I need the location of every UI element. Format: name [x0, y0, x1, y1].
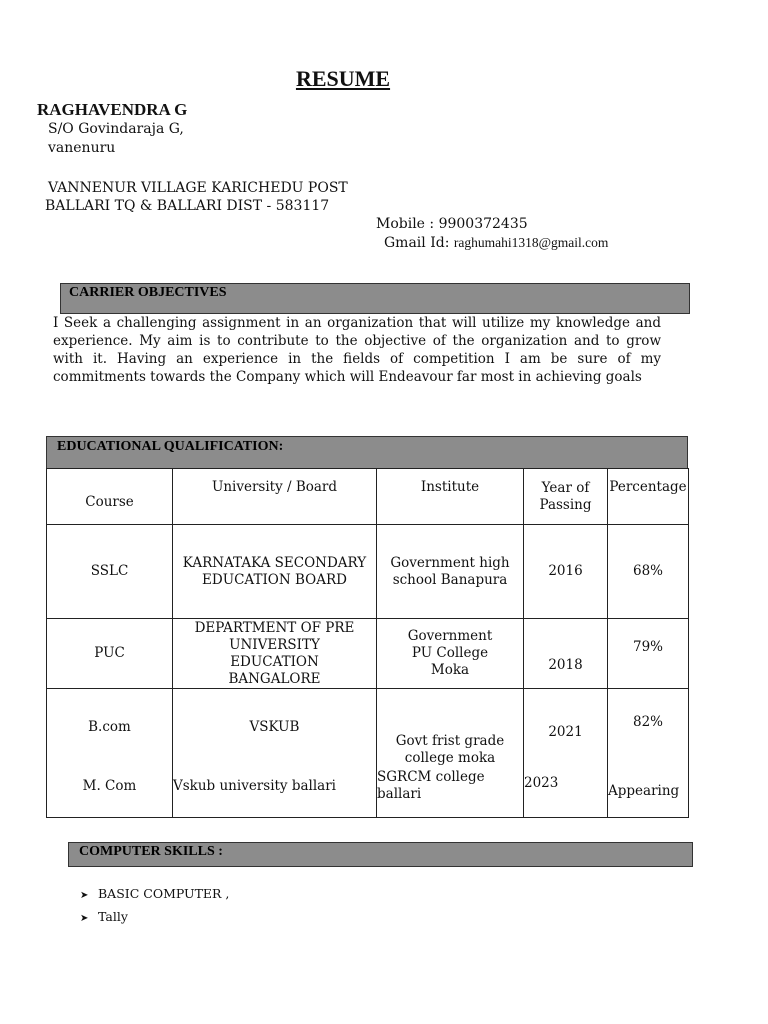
address-line-2: vanenuru [48, 140, 116, 156]
cell-institute: Government high school Banapura [377, 525, 524, 619]
cell-institute: Govt frist grade college moka [395, 733, 505, 766]
cell-percentage: 79% [608, 619, 689, 689]
mobile-number: Mobile : 9900372435 [376, 216, 528, 232]
cell-year-stack [524, 689, 608, 818]
education-heading: EDUCATIONAL QUALIFICATION: [57, 439, 284, 454]
arrow-bullet-icon: ➤ [80, 913, 89, 924]
column-header-course: Course [47, 469, 173, 525]
cell-course: SSLC [47, 525, 173, 619]
arrow-bullet-icon: ➤ [80, 890, 89, 901]
gmail-value: raghumahi1318@gmail.com [453, 235, 609, 250]
cell-institute: Government PU College Moka [377, 619, 524, 689]
cell-year: 2016 [524, 525, 608, 619]
skills-header [68, 842, 693, 867]
skill-label: BASIC COMPUTER , [98, 886, 230, 901]
cell-year: 2021 [548, 724, 583, 740]
objectives-header [60, 283, 690, 314]
education-header [46, 436, 688, 469]
table-header-row [47, 469, 689, 525]
cell-board: Vskub university ballari [173, 778, 336, 794]
gmail-label: Gmail Id: [384, 235, 450, 251]
cell-course-stack [47, 689, 173, 818]
resume-title: RESUME [295, 66, 391, 91]
cell-year: 2018 [524, 619, 608, 689]
cell-percentage: 68% [608, 525, 689, 619]
table-row [47, 525, 689, 619]
skill-label: Tally [98, 909, 128, 924]
applicant-name: RAGHAVENDRA G [37, 100, 188, 119]
cell-percentage: Appearing [608, 783, 680, 799]
objectives-text: I Seek a challenging assignment in an organization that will utilize my knowledge and experience. My aim is to contribute to the objective of the organization and to grow with it. Having an experience in the fields of competition I am be sure of my commitments towards the Company which will Endeavour far most in achieving goals [53, 315, 661, 385]
cell-percentage: 82% [632, 714, 663, 730]
cell-board: KARNATAKA SECONDARY EDUCATION BOARD [173, 525, 377, 619]
address-line-3: VANNENUR VILLAGE KARICHEDU POST [48, 180, 348, 196]
address-line-4: BALLARI TQ & BALLARI DIST - 583117 [45, 198, 330, 214]
cell-institute-stack [377, 689, 524, 818]
cell-percentage-stack [608, 689, 689, 818]
list-item [80, 906, 229, 929]
cell-board-stack [173, 689, 377, 818]
table-row-combined [47, 689, 689, 818]
list-item [80, 883, 229, 906]
table-row [47, 619, 689, 689]
column-header-year: Year of Passing [524, 469, 608, 525]
gmail-line [384, 235, 608, 251]
cell-course: M. Com [82, 778, 137, 794]
objectives-heading: CARRIER OBJECTIVES [69, 285, 227, 300]
cell-year: 2023 [524, 775, 559, 791]
address-line-1: S/O Govindaraja G, [48, 121, 184, 137]
cell-board: DEPARTMENT OF PRE UNIVERSITY EDUCATION BANGALORE [173, 619, 377, 689]
cell-institute: SGRCM college ballari [377, 769, 485, 802]
skills-heading: COMPUTER SKILLS : [79, 844, 223, 859]
cell-course: B.com [88, 719, 131, 735]
skills-list [80, 883, 229, 929]
column-header-board: University / Board [173, 469, 377, 525]
cell-board: VSKUB [249, 719, 300, 735]
education-table [46, 468, 689, 818]
column-header-percentage: Percentage [608, 469, 689, 525]
cell-course: PUC [47, 619, 173, 689]
column-header-institute: Institute [377, 469, 524, 525]
